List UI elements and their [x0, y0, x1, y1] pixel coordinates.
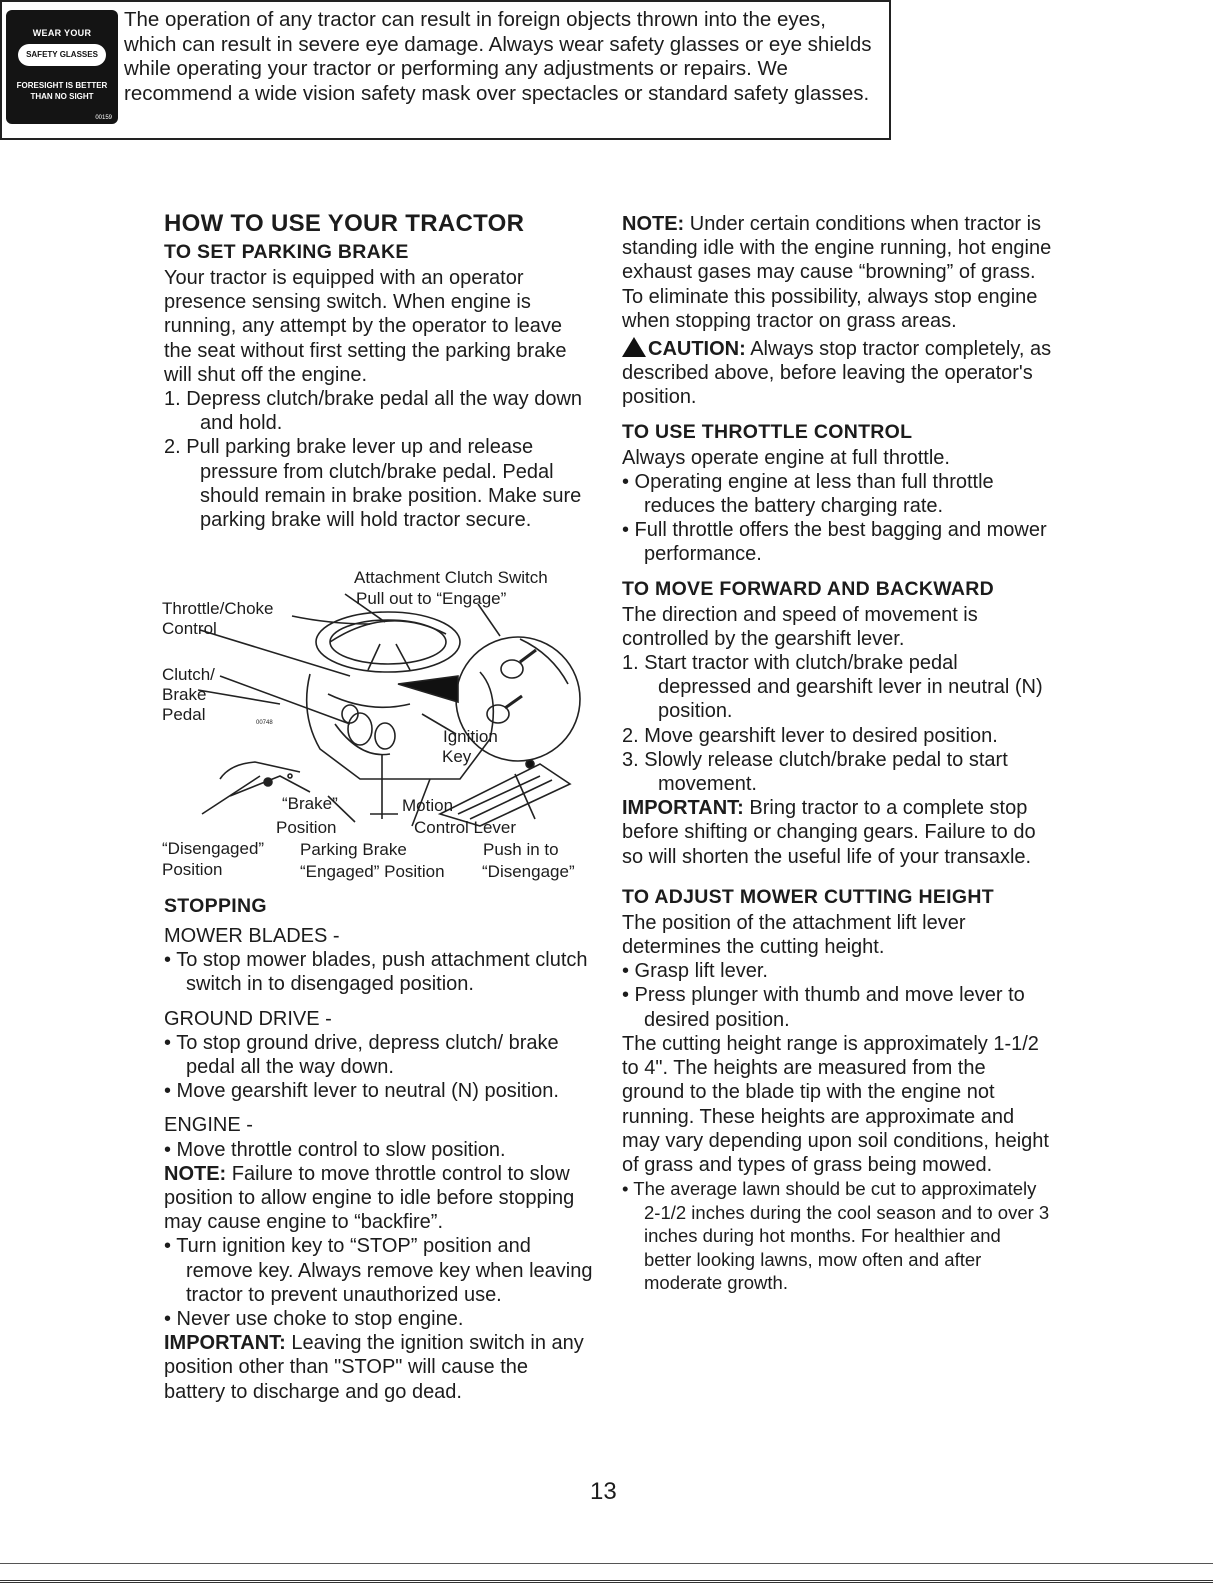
warning-triangle-icon: [622, 337, 646, 357]
engine-label: ENGINE -: [164, 1114, 253, 1137]
label-control: Control: [162, 619, 217, 638]
right-column: [622, 212, 1052, 1295]
height-item-2: • Press plunger with thumb and move lever to desired position.: [622, 984, 1025, 1031]
engine-item-3: • Never use choke to stop engine.: [164, 1308, 464, 1331]
page-number: 13: [590, 1478, 617, 1505]
height-paragraph: The cutting height range is approximately 1-1/2 to 4". The heights are measured from the ground to the blade tip with the engine not running. These heights are approximate and may vary depending upon soil conditions, height of grass and types of grass being mowed.: [622, 1032, 1049, 1176]
parking-step-2: 2. Pull parking brake lever up and release pressure from clutch/brake pedal. Pedal should remain in brake position. Make sure parking brake will hold tractor secure.: [164, 436, 582, 532]
label-pedal: Pedal: [162, 705, 206, 724]
forward-step-1: 1. Start tractor with clutch/brake pedal depressed and gearshift lever in neutral (N) position.: [622, 652, 1043, 723]
badge-code: 00159: [95, 115, 112, 121]
parking-brake-heading: TO SET PARKING BRAKE: [164, 241, 409, 263]
forward-important-text: Bring tractor to a complete stop before shifting or changing gears. Failure to do so will shorten the useful life of your transaxle.: [622, 797, 1036, 868]
height-item-1: • Grasp lift lever.: [622, 960, 768, 983]
label-disengaged: “Disengaged”: [162, 839, 265, 858]
label-control-lever: Control Lever: [414, 818, 517, 837]
label-brake-position: “Brake”: [282, 794, 338, 813]
throttle-item-2: • Full throttle offers the best bagging and mower performance.: [622, 519, 1047, 566]
stopping-note: [164, 1162, 594, 1235]
badge-line-2: SAFETY GLASSES: [18, 44, 106, 66]
caution-label: CAUTION:: [648, 338, 746, 361]
label-ignition: Ignition: [443, 727, 498, 746]
stopping-important-label: IMPORTANT:: [164, 1332, 286, 1355]
caution-paragraph: [622, 337, 1052, 410]
badge-line-3b: THAN NO SIGHT: [30, 92, 94, 101]
engine-item-1: • Move throttle control to slow position.: [164, 1138, 506, 1161]
safety-warning-banner: [0, 0, 891, 140]
label-disengaged-position: Position: [162, 860, 223, 879]
engine-item-2: • Turn ignition key to “STOP” position and remove key. Always remove key when leaving tractor to prevent unauthorized use.: [164, 1235, 593, 1306]
label-push-in: Push in to: [483, 840, 559, 859]
forward-heading: TO MOVE FORWARD AND BACKWARD: [622, 577, 995, 600]
ground-drive-label: GROUND DRIVE -: [164, 1007, 332, 1030]
browning-note-text: Under certain conditions when tractor is standing idle with the engine running, hot engine exhaust gases may cause “browning” of grass. To eliminate this possibility, always stop engine when stopping tractor on grass areas.: [622, 213, 1052, 332]
label-attachment-switch: Attachment Clutch Switch: [354, 568, 548, 587]
page-title: HOW TO USE YOUR TRACTOR: [164, 210, 525, 237]
browning-note-label: NOTE:: [622, 213, 685, 235]
ground-item-2: • Move gearshift lever to neutral (N) position.: [164, 1080, 559, 1103]
forward-important-label: IMPORTANT:: [622, 797, 744, 820]
forward-intro: The direction and speed of movement is controlled by the gearshift lever.: [622, 603, 978, 650]
height-heading: TO ADJUST MOWER CUTTING HEIGHT: [622, 885, 994, 908]
label-position: Position: [276, 818, 337, 837]
footer-rule: [0, 1563, 1213, 1564]
label-brake: Brake: [162, 685, 207, 704]
forward-important: [622, 796, 1052, 869]
label-pull-out: Pull out to “Engage”: [356, 589, 507, 608]
label-throttle: Throttle/Choke: [162, 599, 274, 618]
label-key: Key: [442, 747, 472, 766]
throttle-intro: Always operate engine at full throttle.: [622, 446, 950, 469]
parking-step-1: 1. Depress clutch/brake pedal all the way down and hold.: [164, 388, 583, 435]
forward-step-3: 3. Slowly release clutch/brake pedal to start movement.: [622, 748, 1008, 796]
badge-line-3a: FORESIGHT IS BETTER: [16, 81, 108, 90]
mower-item-1: • To stop mower blades, push attachment clutch switch in to disengaged position.: [164, 949, 588, 996]
parking-brake-intro: Your tractor is equipped with an operator presence sensing switch. When engine is running, any attempt by the operator to leave the seat without first setting the parking brake will shut off the engine.: [164, 267, 567, 386]
forward-step-2: 2. Move gearshift lever to desired position.: [622, 724, 998, 747]
ground-item-1: • To stop ground drive, depress clutch/ brake pedal all the way down.: [164, 1031, 559, 1079]
tractor-controls-diagram: [160, 564, 590, 884]
label-disengage: “Disengage”: [482, 862, 575, 881]
left-column-bottom: [164, 892, 594, 1404]
safety-glasses-badge: [6, 10, 118, 124]
caution-text: Always stop tractor completely, as described above, before leaving the operator's position.: [622, 338, 1052, 409]
height-intro: The position of the attachment lift lever determines the cutting height.: [622, 911, 966, 959]
throttle-item-1: • Operating engine at less than full throttle reduces the battery charging rate.: [622, 470, 994, 518]
stopping-important-text: Leaving the ignition switch in any position other than "STOP" will cause the battery to discharge and go dead.: [164, 1332, 584, 1403]
label-diagram-code: 00748: [256, 720, 273, 726]
label-motion: Motion: [402, 796, 454, 815]
stopping-note-text: Failure to move throttle control to slow position to allow engine to idle before stopping may cause engine to “backfire”.: [164, 1162, 575, 1234]
throttle-heading: TO USE THROTTLE CONTROL: [622, 420, 913, 443]
label-engaged-position: “Engaged” Position: [300, 862, 445, 881]
left-column-top: [164, 210, 594, 532]
stopping-note-label: NOTE:: [164, 1162, 227, 1185]
badge-line-3: [6, 80, 118, 102]
stopping-important: [164, 1331, 594, 1404]
height-tip: • The average lawn should be cut to approximately 2-1/2 inches during the cool season and to over 3 inches during hot months. For healthier and better looking lawns, mow often and after moderate growth.: [622, 1178, 1050, 1294]
label-parking-brake: Parking Brake: [300, 840, 407, 859]
mower-blades-label: MOWER BLADES -: [164, 925, 340, 947]
badge-line-1: WEAR YOUR: [32, 28, 92, 38]
browning-note: [622, 212, 1052, 333]
label-clutch: Clutch/: [162, 665, 215, 684]
stopping-heading: STOPPING: [164, 895, 267, 917]
banner-text: The operation of any tractor can result in foreign objects thrown into the eyes, which can result in severe eye damage. Always wear safety glasses or eye shields while operating your tractor or performing any adjustments or repairs. We recommend a wide vision safety mask over spectacles or standard safety glasses.: [124, 8, 872, 105]
